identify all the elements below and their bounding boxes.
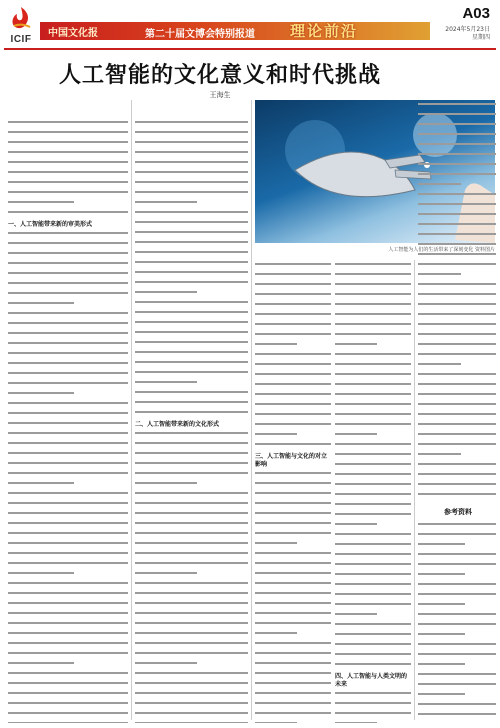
text-line xyxy=(335,393,411,400)
text-line xyxy=(8,582,128,589)
text-line xyxy=(255,612,331,619)
text-line xyxy=(135,682,248,689)
text-line xyxy=(8,642,128,649)
text-line xyxy=(8,622,128,629)
text-line xyxy=(8,492,128,499)
text-line xyxy=(135,632,248,639)
text-line xyxy=(8,161,128,168)
text-line xyxy=(255,552,331,559)
text-line xyxy=(135,532,248,539)
text-line xyxy=(418,633,496,640)
text-line xyxy=(335,692,411,699)
logo-text: ICIF xyxy=(10,34,32,45)
text-line xyxy=(418,703,496,710)
text-line xyxy=(255,502,331,509)
text-line xyxy=(418,543,496,550)
text-line xyxy=(255,642,331,649)
text-line xyxy=(335,293,411,300)
icif-logo xyxy=(4,4,38,48)
banner-title: 第二十届文博会特别报道 xyxy=(145,29,255,40)
text-line xyxy=(135,231,248,238)
text-line xyxy=(8,512,128,519)
references-title: 参考资料 xyxy=(444,508,472,516)
column-divider xyxy=(414,260,415,720)
text-line xyxy=(335,303,411,310)
text-line xyxy=(335,623,411,630)
text-line xyxy=(418,443,496,450)
text-line xyxy=(8,141,128,148)
text-line xyxy=(255,482,331,489)
text-line xyxy=(135,271,248,278)
text-line xyxy=(418,473,496,480)
text-line xyxy=(8,722,128,723)
text-line xyxy=(418,363,496,370)
text-line xyxy=(255,562,331,569)
text-line xyxy=(418,103,496,110)
text-line xyxy=(255,323,331,330)
text-line xyxy=(8,432,128,439)
text-line xyxy=(335,403,411,410)
text-line xyxy=(418,643,496,650)
text-line xyxy=(135,201,248,208)
text-line xyxy=(418,223,496,230)
text-line xyxy=(8,612,128,619)
text-line xyxy=(255,602,331,609)
text-line xyxy=(8,181,128,188)
text-line xyxy=(135,602,248,609)
photo-caption: 人工智能为人们的生活带来了深刻变化 资料图片 xyxy=(388,247,495,253)
text-line xyxy=(418,323,496,330)
page-number: A03 xyxy=(462,5,490,22)
text-line xyxy=(335,453,411,460)
text-line xyxy=(418,233,496,240)
text-line xyxy=(335,503,411,510)
text-line xyxy=(135,341,248,348)
article-author: 王海生 xyxy=(209,91,231,99)
text-line xyxy=(8,502,128,509)
text-line xyxy=(335,553,411,560)
text-line xyxy=(335,513,411,520)
text-line xyxy=(255,353,331,360)
text-line xyxy=(335,263,411,270)
article-column-1 xyxy=(8,118,128,723)
text-line xyxy=(335,593,411,600)
text-line xyxy=(135,622,248,629)
text-line xyxy=(255,423,331,430)
text-line xyxy=(135,662,248,669)
section-heading: 三、人工智能与文化的对立影响 xyxy=(255,453,328,468)
text-line xyxy=(418,133,496,140)
text-line xyxy=(418,243,496,250)
text-line xyxy=(418,623,496,630)
text-line xyxy=(335,583,411,590)
text-line xyxy=(8,442,128,449)
text-line xyxy=(418,423,496,430)
text-line xyxy=(255,403,331,410)
text-line xyxy=(418,593,496,600)
text-line xyxy=(8,252,128,259)
text-line xyxy=(418,533,496,540)
text-line xyxy=(8,151,128,158)
text-line xyxy=(135,712,248,719)
text-line xyxy=(135,351,248,358)
text-line xyxy=(418,373,496,380)
text-line xyxy=(418,663,496,670)
text-line xyxy=(418,203,496,210)
text-line xyxy=(335,433,411,440)
text-line xyxy=(135,442,248,449)
text-line xyxy=(335,722,411,723)
text-line xyxy=(255,662,331,669)
text-line xyxy=(335,323,411,330)
text-line xyxy=(255,542,331,549)
text-line xyxy=(8,292,128,299)
text-line xyxy=(8,412,128,419)
text-line xyxy=(135,151,248,158)
text-line xyxy=(335,563,411,570)
text-line xyxy=(8,572,128,579)
text-line xyxy=(135,241,248,248)
text-line xyxy=(418,343,496,350)
article-column-4 xyxy=(335,260,411,723)
text-line xyxy=(135,542,248,549)
text-line xyxy=(335,493,411,500)
text-line xyxy=(8,652,128,659)
text-line xyxy=(135,562,248,569)
text-line xyxy=(335,413,411,420)
text-line xyxy=(135,522,248,529)
text-line xyxy=(135,161,248,168)
text-line xyxy=(135,582,248,589)
text-line xyxy=(335,533,411,540)
text-line xyxy=(255,293,331,300)
text-line xyxy=(335,343,411,350)
text-line xyxy=(8,382,128,389)
text-line xyxy=(418,693,496,700)
newspaper-brand: 中国文化报 xyxy=(48,28,98,39)
text-line xyxy=(135,411,248,418)
text-line xyxy=(8,402,128,409)
text-line xyxy=(335,653,411,660)
text-line xyxy=(135,121,248,128)
text-line xyxy=(335,473,411,480)
text-line xyxy=(335,273,411,280)
text-line xyxy=(335,463,411,470)
text-line xyxy=(8,552,128,559)
text-line xyxy=(255,632,331,639)
text-line xyxy=(135,131,248,138)
text-line xyxy=(418,283,496,290)
text-line xyxy=(418,493,496,500)
text-line xyxy=(8,562,128,569)
text-line xyxy=(255,433,331,440)
text-line xyxy=(8,242,128,249)
text-line xyxy=(418,153,496,160)
text-line xyxy=(8,272,128,279)
text-line xyxy=(135,221,248,228)
text-line xyxy=(335,333,411,340)
text-line xyxy=(135,722,248,723)
text-line xyxy=(418,183,496,190)
text-line xyxy=(135,391,248,398)
text-line xyxy=(418,123,496,130)
text-line xyxy=(335,313,411,320)
page-header xyxy=(0,0,500,52)
text-line xyxy=(255,572,331,579)
text-line xyxy=(135,642,248,649)
text-line xyxy=(8,702,128,709)
text-line xyxy=(8,532,128,539)
text-line xyxy=(135,171,248,178)
text-line xyxy=(8,191,128,198)
text-line xyxy=(335,613,411,620)
text-line xyxy=(255,333,331,340)
text-line xyxy=(335,443,411,450)
text-line xyxy=(255,532,331,539)
text-line xyxy=(8,211,128,218)
text-line xyxy=(135,492,248,499)
text-line xyxy=(135,191,248,198)
text-line xyxy=(418,653,496,660)
text-line xyxy=(255,722,331,723)
text-line xyxy=(418,573,496,580)
text-line xyxy=(418,613,496,620)
text-line xyxy=(135,672,248,679)
text-line xyxy=(418,713,496,720)
text-line xyxy=(135,261,248,268)
text-line xyxy=(135,482,248,489)
text-line xyxy=(135,371,248,378)
text-line xyxy=(255,582,331,589)
text-line xyxy=(255,313,331,320)
text-line xyxy=(8,632,128,639)
text-line xyxy=(335,523,411,530)
text-line xyxy=(255,263,331,270)
text-line xyxy=(418,683,496,690)
column-name: 理论前沿 xyxy=(290,22,359,40)
text-line xyxy=(418,603,496,610)
text-line xyxy=(418,293,496,300)
text-line xyxy=(8,372,128,379)
text-line xyxy=(8,352,128,359)
text-line xyxy=(335,573,411,580)
text-line xyxy=(418,303,496,310)
text-line xyxy=(8,392,128,399)
text-line xyxy=(255,373,331,380)
article-headline: 人工智能的文化意义和时代挑战 xyxy=(58,63,381,88)
text-line xyxy=(255,512,331,519)
text-line xyxy=(135,612,248,619)
text-line xyxy=(418,453,496,460)
text-line xyxy=(135,702,248,709)
text-line xyxy=(8,542,128,549)
text-line xyxy=(418,113,496,120)
text-line xyxy=(8,282,128,289)
text-line xyxy=(8,462,128,469)
text-line xyxy=(418,383,496,390)
text-line xyxy=(418,673,496,680)
text-line xyxy=(8,452,128,459)
text-line xyxy=(418,433,496,440)
column-divider xyxy=(251,100,252,720)
text-line xyxy=(418,523,496,530)
text-line xyxy=(335,603,411,610)
text-line xyxy=(335,543,411,550)
text-line xyxy=(335,423,411,430)
article-column-3 xyxy=(255,260,331,723)
section-heading: 四、人工智能与人类文明的未来 xyxy=(335,673,408,688)
text-line xyxy=(335,363,411,370)
text-line xyxy=(255,522,331,529)
text-line xyxy=(135,211,248,218)
text-line xyxy=(335,373,411,380)
text-line xyxy=(255,492,331,499)
references-list xyxy=(418,520,496,720)
text-line xyxy=(135,592,248,599)
text-line xyxy=(418,193,496,200)
text-line xyxy=(8,131,128,138)
text-line xyxy=(8,712,128,719)
weekday: 星期四 xyxy=(471,34,490,41)
text-line xyxy=(255,592,331,599)
text-line xyxy=(335,353,411,360)
text-line xyxy=(8,692,128,699)
text-line xyxy=(418,253,496,260)
text-line xyxy=(8,662,128,669)
text-line xyxy=(8,302,128,309)
text-line xyxy=(135,512,248,519)
text-line xyxy=(418,583,496,590)
text-line xyxy=(135,452,248,459)
text-line xyxy=(135,181,248,188)
text-line xyxy=(255,682,331,689)
text-line xyxy=(135,502,248,509)
text-line xyxy=(8,342,128,349)
text-line xyxy=(418,333,496,340)
section-heading: 二、人工智能带来新的文化形式 xyxy=(135,421,220,428)
text-line xyxy=(255,702,331,709)
text-line xyxy=(335,702,411,709)
text-line xyxy=(8,312,128,319)
section-heading: 一、人工智能带来新的审美形式 xyxy=(8,221,93,228)
text-line xyxy=(418,213,496,220)
text-line xyxy=(8,232,128,239)
text-line xyxy=(8,422,128,429)
text-line xyxy=(255,443,331,450)
text-line xyxy=(255,393,331,400)
text-line xyxy=(255,712,331,719)
text-line xyxy=(8,522,128,529)
text-line xyxy=(135,652,248,659)
text-line xyxy=(8,171,128,178)
header-rule xyxy=(4,48,496,50)
text-line xyxy=(335,483,411,490)
text-line xyxy=(255,343,331,350)
text-line xyxy=(8,672,128,679)
text-line xyxy=(8,201,128,208)
text-line xyxy=(8,322,128,329)
text-line xyxy=(135,291,248,298)
text-line xyxy=(135,462,248,469)
text-line xyxy=(335,283,411,290)
text-line xyxy=(418,353,496,360)
text-line xyxy=(8,362,128,369)
issue-date: 2024年5月23日 xyxy=(445,26,490,33)
text-line xyxy=(8,472,128,479)
text-line xyxy=(135,141,248,148)
flame-logo-icon xyxy=(8,6,34,32)
text-line xyxy=(255,672,331,679)
text-line xyxy=(335,383,411,390)
text-line xyxy=(255,283,331,290)
text-line xyxy=(135,251,248,258)
text-line xyxy=(135,301,248,308)
text-line xyxy=(135,572,248,579)
text-line xyxy=(418,413,496,420)
text-line xyxy=(418,313,496,320)
text-line xyxy=(418,263,496,270)
text-line xyxy=(255,273,331,280)
text-line xyxy=(135,311,248,318)
column-divider xyxy=(131,100,132,720)
text-line xyxy=(135,401,248,408)
text-line xyxy=(255,383,331,390)
text-line xyxy=(8,602,128,609)
text-line xyxy=(255,622,331,629)
article-column-5 xyxy=(418,100,496,500)
text-line xyxy=(135,692,248,699)
text-line xyxy=(255,303,331,310)
text-line xyxy=(135,321,248,328)
text-line xyxy=(418,463,496,470)
text-line xyxy=(8,482,128,489)
text-line xyxy=(418,163,496,170)
text-line xyxy=(335,663,411,670)
text-line xyxy=(135,361,248,368)
text-line xyxy=(418,143,496,150)
text-line xyxy=(135,281,248,288)
text-line xyxy=(255,472,331,479)
text-line xyxy=(135,472,248,479)
text-line xyxy=(255,413,331,420)
article-column-2 xyxy=(135,118,248,723)
text-line xyxy=(255,652,331,659)
text-line xyxy=(418,563,496,570)
text-line xyxy=(418,273,496,280)
text-line xyxy=(8,592,128,599)
text-line xyxy=(135,331,248,338)
text-line xyxy=(418,553,496,560)
text-line xyxy=(8,682,128,689)
text-line xyxy=(8,121,128,128)
text-line xyxy=(8,262,128,269)
text-line xyxy=(8,332,128,339)
text-line xyxy=(255,363,331,370)
text-line xyxy=(335,643,411,650)
text-line xyxy=(135,432,248,439)
text-line xyxy=(418,393,496,400)
text-line xyxy=(135,552,248,559)
text-line xyxy=(335,712,411,719)
text-line xyxy=(418,173,496,180)
text-line xyxy=(418,403,496,410)
text-line xyxy=(135,381,248,388)
text-line xyxy=(418,483,496,490)
text-line xyxy=(335,633,411,640)
text-line xyxy=(255,692,331,699)
